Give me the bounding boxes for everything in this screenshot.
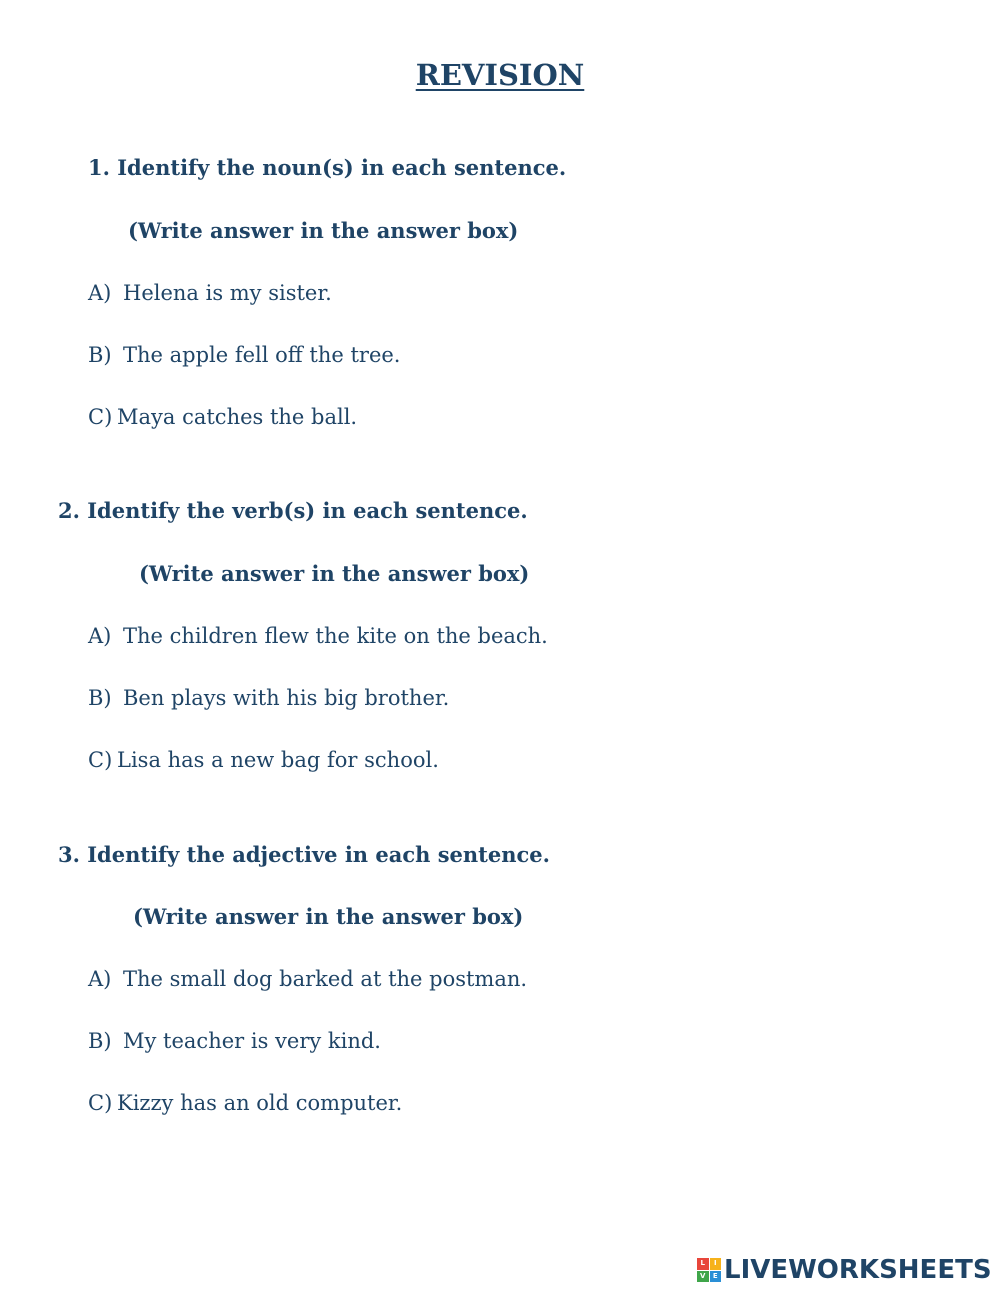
question-1-instruction: (Write answer in the answer box): [128, 218, 519, 243]
item-text: Ben plays with his big brother.: [123, 686, 450, 710]
item-letter: C): [88, 748, 113, 772]
item-text: Lisa has a new bag for school.: [117, 748, 439, 772]
item-letter: C): [88, 405, 113, 429]
list-item: [88, 405, 357, 429]
liveworksheets-logo: [697, 1255, 992, 1285]
page-title: REVISION: [415, 58, 585, 92]
item-text: My teacher is very kind.: [123, 1029, 381, 1053]
list-item: [88, 1091, 402, 1115]
item-text: The small dog barked at the postman.: [123, 967, 528, 991]
item-letter: A): [88, 967, 112, 991]
item-text: Maya catches the ball.: [117, 405, 358, 429]
item-letter: B): [88, 343, 112, 367]
question-1-heading: 1. Identify the noun(s) in each sentence.: [88, 155, 567, 180]
item-letter: B): [88, 686, 112, 710]
item-text: The children flew the kite on the beach.: [123, 624, 548, 648]
badge-letter: I: [710, 1258, 722, 1270]
badge-letter: L: [697, 1258, 709, 1270]
question-2-heading: 2. Identify the verb(s) in each sentence.: [58, 498, 528, 523]
list-item: [88, 343, 400, 367]
list-item: [88, 748, 439, 772]
list-item: [88, 281, 332, 305]
badge-letter: E: [710, 1271, 722, 1283]
item-letter: A): [88, 281, 112, 305]
item-text: The apple fell off the tree.: [123, 343, 401, 367]
list-item: [88, 624, 548, 648]
list-item: [88, 967, 527, 991]
logo-text: LIVEWORKSHEETS: [724, 1255, 992, 1285]
badge-letter: V: [697, 1271, 709, 1283]
question-3-heading: 3. Identify the adjective in each sentence.: [58, 842, 550, 867]
item-letter: C): [88, 1091, 113, 1115]
question-3-instruction: (Write answer in the answer box): [133, 904, 524, 929]
item-text: Kizzy has an old computer.: [117, 1091, 403, 1115]
liveworksheets-logo-icon: [697, 1258, 721, 1282]
question-2-instruction: (Write answer in the answer box): [139, 561, 530, 586]
item-text: Helena is my sister.: [123, 281, 332, 305]
item-letter: A): [88, 624, 112, 648]
list-item: [88, 1029, 381, 1053]
list-item: [88, 686, 449, 710]
item-letter: B): [88, 1029, 112, 1053]
